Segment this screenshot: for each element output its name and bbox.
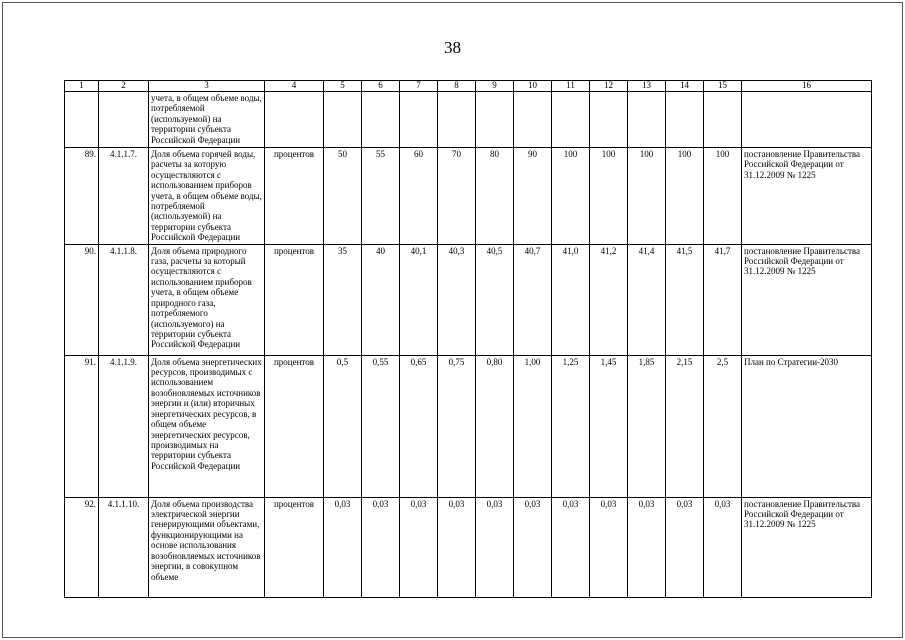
indicator-name-cell: учета, в общем объеме воды, потребляемой (используемой) на территории субъекта Российской Федерации (149, 92, 265, 148)
source-document-cell: постановление Правительства Российской Федерации от 31.12.2009 № 1225 (742, 148, 872, 245)
indicator-code-cell: 4.1.1.7. (99, 148, 149, 245)
header-cell: 12 (590, 81, 628, 92)
table-row (65, 244, 872, 355)
row-number-cell: 90. (65, 244, 99, 355)
indicator-code-cell: 4.1.1.9. (99, 355, 149, 497)
value-cell (438, 92, 476, 148)
header-cell: 5 (324, 81, 362, 92)
value-cell: 0,03 (324, 497, 362, 597)
header-cell: 15 (704, 81, 742, 92)
value-cell: 0,03 (628, 497, 666, 597)
value-cell: 0,03 (704, 497, 742, 597)
value-cell: 1,00 (514, 355, 552, 497)
indicator-name-cell: Доля объема горячей воды, расчеты за которую осуществляются с использованием приборов учета, в общем объеме воды, потребляемой (используемой) на территории субъекта Российской Федерации (149, 148, 265, 245)
value-cell (514, 92, 552, 148)
value-cell (628, 92, 666, 148)
value-cell: 0,03 (514, 497, 552, 597)
value-cell: 100 (704, 148, 742, 245)
header-cell: 11 (552, 81, 590, 92)
table-row (65, 355, 872, 497)
indicator-name-cell: Доля объема природного газа, расчеты за который осуществляются с использованием приборов учета, в общем объеме природного газа, потребляемого (используемого) на территории субъекта Российской Федерации (149, 244, 265, 355)
value-cell: 35 (324, 244, 362, 355)
column-number-row (65, 81, 872, 92)
header-cell: 1 (65, 81, 99, 92)
value-cell: 0,03 (666, 497, 704, 597)
value-cell: 41,7 (704, 244, 742, 355)
value-cell (362, 92, 400, 148)
header-cell: 9 (476, 81, 514, 92)
row-number-cell: 89. (65, 148, 99, 245)
header-cell: 6 (362, 81, 400, 92)
value-cell: 1,45 (590, 355, 628, 497)
value-cell (552, 92, 590, 148)
value-cell: 2,5 (704, 355, 742, 497)
value-cell: 0,03 (552, 497, 590, 597)
indicator-name-cell: Доля объема энергетических ресурсов, производимых с использованием возобновляемых источников энергии и (или) вторичных энергетических ресурсов, в общем объеме энергетических ресурсов, производимых на территории субъекта Российской Федерации (149, 355, 265, 497)
value-cell: 0,65 (400, 355, 438, 497)
value-cell: 0,03 (476, 497, 514, 597)
value-cell: 0,03 (438, 497, 476, 597)
value-cell: 40,5 (476, 244, 514, 355)
header-cell: 14 (666, 81, 704, 92)
row-number-cell: 91. (65, 355, 99, 497)
indicators-table (64, 80, 872, 598)
header-cell: 16 (742, 81, 872, 92)
value-cell: 0,55 (362, 355, 400, 497)
value-cell: 40,1 (400, 244, 438, 355)
value-cell: 40 (362, 244, 400, 355)
header-cell: 8 (438, 81, 476, 92)
unit-cell: процентов (265, 355, 324, 497)
value-cell: 0,03 (590, 497, 628, 597)
unit-cell: процентов (265, 148, 324, 245)
indicator-code-cell: 4.1.1.10. (99, 497, 149, 597)
value-cell: 100 (666, 148, 704, 245)
value-cell: 50 (324, 148, 362, 245)
source-document-cell (742, 92, 872, 148)
value-cell: 2,15 (666, 355, 704, 497)
value-cell: 0,80 (476, 355, 514, 497)
value-cell (400, 92, 438, 148)
header-cell: 10 (514, 81, 552, 92)
table-row (65, 92, 872, 148)
value-cell: 41,0 (552, 244, 590, 355)
value-cell: 41,5 (666, 244, 704, 355)
header-cell: 3 (149, 81, 265, 92)
value-cell: 1,85 (628, 355, 666, 497)
table-row (65, 497, 872, 597)
value-cell: 41,4 (628, 244, 666, 355)
value-cell: 0,75 (438, 355, 476, 497)
value-cell: 55 (362, 148, 400, 245)
value-cell (704, 92, 742, 148)
source-document-cell: постановление Правительства Российской Федерации от 31.12.2009 № 1225 (742, 244, 872, 355)
source-document-cell: План по Стратегии-2030 (742, 355, 872, 497)
unit-cell (265, 92, 324, 148)
value-cell: 0,03 (400, 497, 438, 597)
indicator-code-cell (99, 92, 149, 148)
value-cell: 40,3 (438, 244, 476, 355)
value-cell: 100 (590, 148, 628, 245)
value-cell: 1,25 (552, 355, 590, 497)
value-cell: 0,5 (324, 355, 362, 497)
row-number-cell (65, 92, 99, 148)
unit-cell: процентов (265, 497, 324, 597)
indicator-code-cell: 4.1.1.8. (99, 244, 149, 355)
value-cell: 60 (400, 148, 438, 245)
header-cell: 2 (99, 81, 149, 92)
header-cell: 7 (400, 81, 438, 92)
value-cell: 100 (552, 148, 590, 245)
value-cell: 100 (628, 148, 666, 245)
value-cell: 40,7 (514, 244, 552, 355)
value-cell (476, 92, 514, 148)
unit-cell: процентов (265, 244, 324, 355)
header-cell: 13 (628, 81, 666, 92)
value-cell: 41,2 (590, 244, 628, 355)
value-cell: 80 (476, 148, 514, 245)
value-cell: 70 (438, 148, 476, 245)
indicator-name-cell: Доля объема производства электрической энергии генерирующими объектами, функционирующими на основе использования возобновляемых источников энергии, в совокупном объеме (149, 497, 265, 597)
value-cell (590, 92, 628, 148)
table-row (65, 148, 872, 245)
header-cell: 4 (265, 81, 324, 92)
source-document-cell: постановление Правительства Российской Федерации от 31.12.2009 № 1225 (742, 497, 872, 597)
value-cell: 90 (514, 148, 552, 245)
page-number: 38 (444, 38, 461, 57)
row-number-cell: 92. (65, 497, 99, 597)
value-cell (666, 92, 704, 148)
value-cell: 0,03 (362, 497, 400, 597)
value-cell (324, 92, 362, 148)
